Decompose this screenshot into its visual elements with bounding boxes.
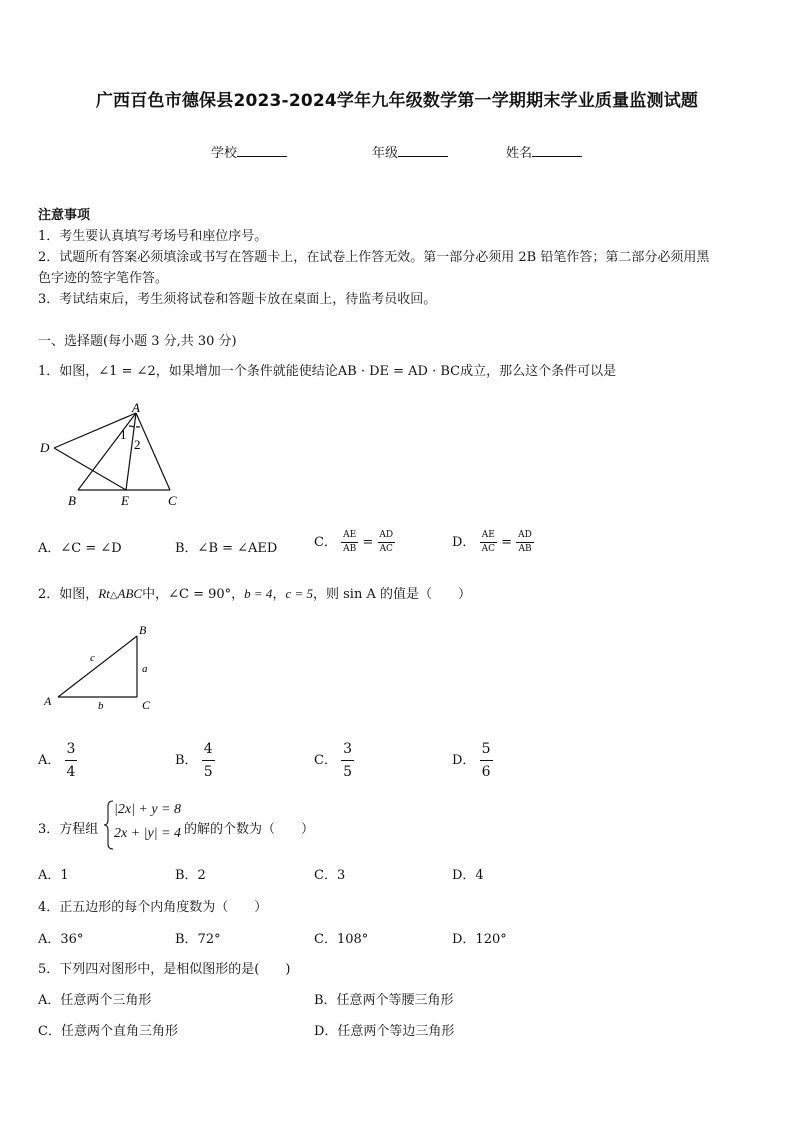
- q2-prefix: 2．如图，: [38, 587, 99, 602]
- label-a: A: [132, 400, 140, 415]
- notice-heading: 注意事项: [38, 208, 91, 223]
- fraction: [202, 742, 215, 779]
- question-2-figure: [38, 620, 163, 715]
- label-c: C: [168, 493, 177, 508]
- label-c: C: [142, 698, 151, 712]
- fraction: [516, 531, 534, 554]
- equation-2: 2x + |y| = 4: [114, 826, 182, 841]
- notice-item: 色字迹的签字笔作答。: [38, 271, 169, 286]
- numerator: 5: [481, 741, 491, 757]
- q2-c: c = 5: [285, 586, 313, 601]
- name-label: 姓名: [506, 146, 533, 161]
- page-title: 广西百色市德保县2023-2024学年九年级数学第一学期期末学业质量监测试题: [95, 91, 699, 111]
- numerator: AD: [379, 530, 394, 540]
- q2-triangle: ABC: [117, 586, 143, 601]
- q2-comma: ，: [272, 587, 286, 602]
- fraction: [341, 531, 358, 554]
- label-a: A: [44, 694, 52, 708]
- numerator: AD: [518, 530, 532, 540]
- school-field: [211, 142, 287, 161]
- grade-field: [372, 142, 448, 161]
- q3-option-b[interactable]: B．2: [175, 868, 206, 883]
- question-1-text: 1．如图，∠1 = ∠2，如果增加一个条件就能使结论AB · DE = AD · BC成立，那么这个条件可以是: [38, 364, 617, 379]
- option-prefix: A．: [38, 753, 61, 768]
- side-a-label: a: [142, 663, 148, 675]
- q3-prefix: 3．方程组: [38, 822, 99, 837]
- denominator: AC: [481, 544, 495, 554]
- label-b: B: [68, 493, 76, 508]
- denominator: AB: [343, 544, 357, 554]
- q2-option-b[interactable]: [175, 742, 215, 779]
- side-c-label: c: [90, 652, 95, 664]
- q3-suffix: 的解的个数为（ ）: [184, 822, 315, 837]
- q1-option-d[interactable]: [452, 531, 534, 554]
- notice-item: 1．考生要认真填写考场号和座位序号。: [38, 229, 268, 244]
- numerator: 4: [203, 741, 213, 757]
- q2-end: ，则 sin A 的值是（ ）: [313, 587, 471, 602]
- q4-option-b[interactable]: B．72°: [175, 932, 221, 947]
- equals-sign: =: [501, 535, 513, 550]
- name-field: [506, 142, 582, 161]
- q2-option-c[interactable]: [314, 742, 354, 779]
- q2-option-a[interactable]: [38, 742, 77, 779]
- school-label: 学校: [211, 146, 238, 161]
- q5-option-c[interactable]: C．任意两个直角三角形: [38, 1024, 178, 1039]
- fraction: [480, 742, 493, 779]
- fraction: [480, 531, 497, 554]
- q5-option-a[interactable]: A．任意两个三角形: [38, 993, 152, 1008]
- grade-blank[interactable]: [398, 145, 448, 157]
- denominator: AC: [379, 544, 393, 554]
- q4-option-a[interactable]: A．36°: [38, 932, 84, 947]
- denominator: 6: [480, 760, 493, 779]
- q2-b: b = 4: [244, 586, 273, 601]
- option-prefix: D．: [452, 753, 476, 768]
- angle-1-label: 1: [120, 427, 127, 442]
- q2-mid: 中，∠C = 90°，: [142, 587, 245, 602]
- numerator: 3: [343, 741, 353, 757]
- fraction: [65, 742, 78, 779]
- option-d-prefix: D．: [452, 535, 476, 550]
- section-heading: 一、选择题(每小题 3 分,共 30 分): [38, 334, 237, 349]
- q1-option-a[interactable]: A．∠C = ∠D: [38, 541, 122, 556]
- numerator: AE: [481, 530, 495, 540]
- angle-2-label: 2: [134, 437, 141, 452]
- label-b: B: [139, 623, 147, 637]
- question-4-text: 4．正五边形的每个内角度数为（ ）: [38, 900, 268, 915]
- q3-option-d[interactable]: D．4: [452, 868, 484, 883]
- option-c-prefix: C．: [314, 535, 337, 550]
- option-prefix: C．: [314, 753, 337, 768]
- equals-sign: =: [362, 535, 374, 550]
- grade-label: 年级: [372, 146, 399, 161]
- q2-rt: Rt: [98, 586, 110, 601]
- name-blank[interactable]: [532, 145, 582, 157]
- numerator: 3: [66, 741, 76, 757]
- q4-option-d[interactable]: D．120°: [452, 932, 507, 947]
- label-d: D: [40, 440, 50, 455]
- q1-option-b[interactable]: B．∠B = ∠AED: [175, 541, 278, 556]
- question-1-figure: [36, 398, 196, 510]
- q1-option-c[interactable]: [314, 531, 395, 554]
- q4-option-c[interactable]: C．108°: [314, 932, 369, 947]
- denominator: 5: [202, 760, 215, 779]
- question-5-text: 5．下列四对图形中，是相似图形的是( ): [38, 962, 291, 977]
- school-blank[interactable]: [237, 145, 287, 157]
- option-prefix: B．: [175, 753, 198, 768]
- denominator: AB: [518, 544, 532, 554]
- denominator: 5: [341, 760, 354, 779]
- left-brace-icon: [104, 800, 114, 850]
- q5-option-b[interactable]: B．任意两个等腰三角形: [314, 993, 454, 1008]
- q3-option-c[interactable]: C．3: [314, 868, 346, 883]
- notice-item: 2．试题所有答案必须填涂或书写在答题卡上，在试卷上作答无效。第一部分必须用 2B 铅笔作答；第二部分必须用黑: [38, 250, 710, 265]
- denominator: 4: [65, 760, 78, 779]
- numerator: AE: [343, 530, 357, 540]
- equation-1: |2x| + y = 8: [114, 802, 182, 817]
- fraction: [341, 742, 354, 779]
- fraction: [377, 531, 395, 554]
- label-e: E: [121, 493, 129, 508]
- notice-item: 3．考试结束后，考生须将试卷和答题卡放在桌面上，待监考员收回。: [38, 292, 437, 307]
- q5-option-d[interactable]: D．任意两个等边三角形: [314, 1024, 455, 1039]
- question-2-text: 2．如图，Rt△ABC中，∠C = 90°，b = 4，c = 5，则 sin A 的值是（ ）: [38, 586, 471, 602]
- q3-option-a[interactable]: A．1: [38, 868, 69, 883]
- q2-option-d[interactable]: [452, 742, 493, 779]
- side-b-label: b: [98, 700, 104, 712]
